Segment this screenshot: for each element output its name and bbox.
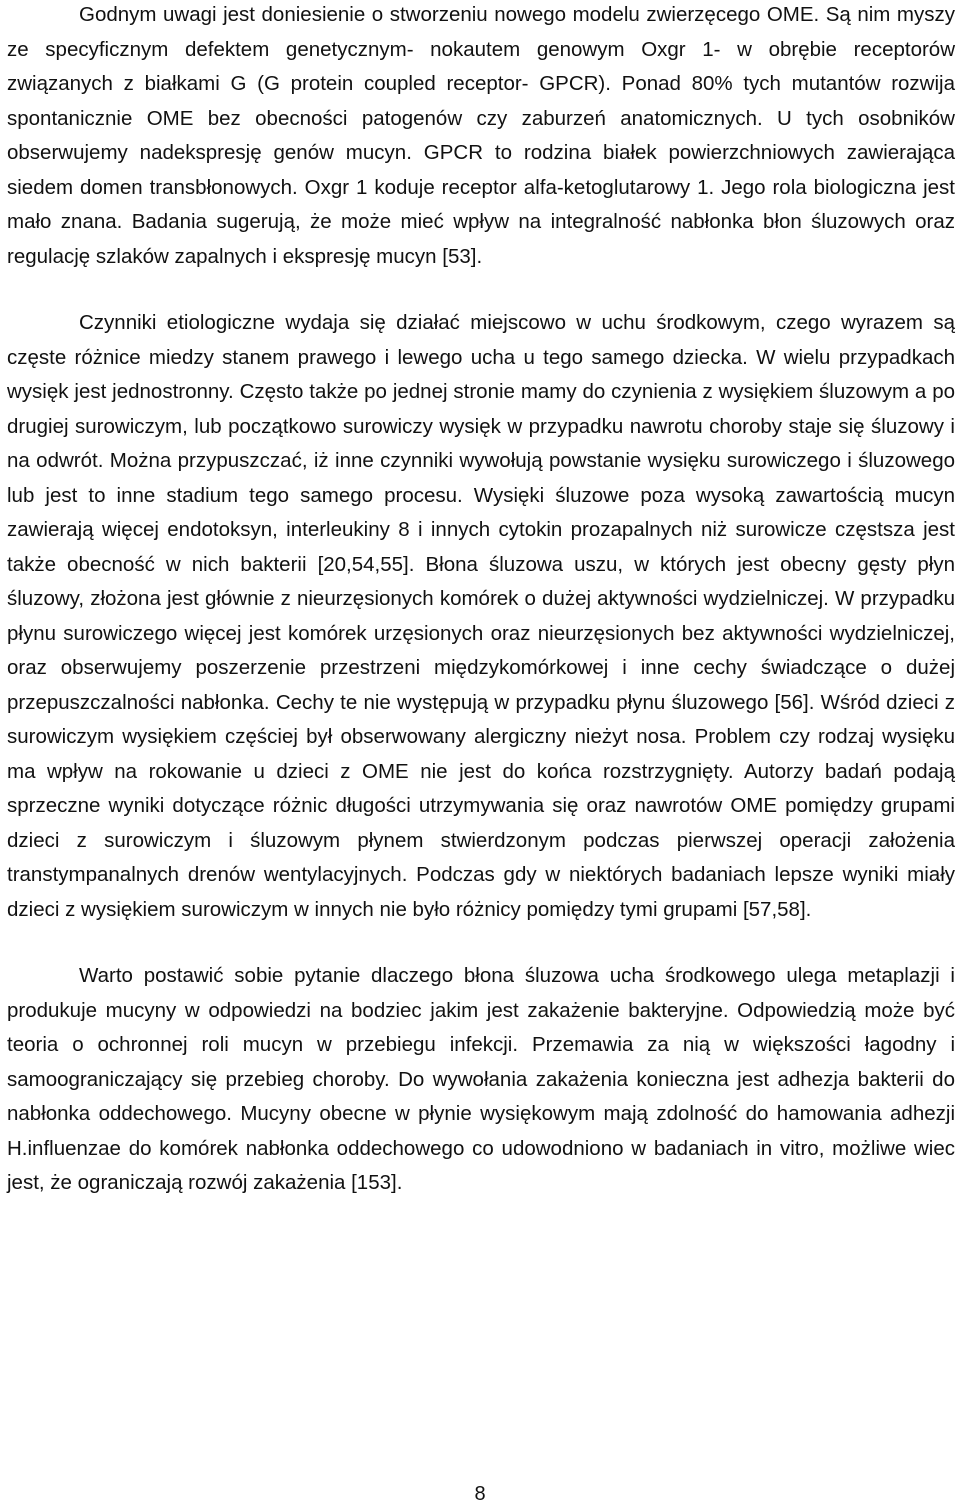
paragraph-oxgr1-model: Godnym uwagi jest doniesienie o stworzeniu nowego modelu zwierzęcego OME. Są nim myszy ze specyficznym defektem genetycznym- nokautem genowym Oxgr 1- w obrębie receptorów związanych z białkami G (G protein coupled receptor- GPCR). Ponad 80% tych mutantów rozwija spontanicznie OME bez obecności patogenów czy zaburzeń anatomicznych. U tych osobników obserwujemy nadekspresję genów mucyn. GPCR to rodzina białek powierzchniowych zawierająca siedem domen transbłonowych. Oxgr 1 koduje receptor alfa-ketoglutarowy 1. Jego rola biologiczna jest mało znana. Badania sugerują, że może mieć wpływ na integralność nabłonka błon śluzowych oraz regulację szlaków zapalnych i ekspresję mucyn [53]. xyxy=(7,3,955,268)
document-page xyxy=(7,0,955,1201)
page-number: 8 xyxy=(474,1483,486,1505)
paragraph-etiology: Czynniki etiologiczne wydaja się działać miejscowo w uchu środkowym, czego wyrazem są częste różnice miedzy stanem prawego i lewego ucha u tego samego dziecka. W wielu przypadkach wysięk jest jednostronny. Często także po jednej stronie mamy do czynienia z wysiękiem śluzowym a po drugiej surowiczym, lub początkowo surowiczy wysięk w przypadku nawrotu choroby staje się śluzowy i na odwrót. Można przypuszczać, iż inne czynniki wywołują powstanie wysięku surowiczego i śluzowego lub jest to inne stadium tego samego procesu. Wysięki śluzowe poza wysoką zawartością mucyn zawierają więcej endotoksyn, interleukiny 8 i innych cytokin prozapalnych niż surowicze częstsza jest także obecność w nich bakterii [20,54,55]. Błona śluzowa uszu, w których jest obecny gęsty płyn śluzowy, złożona jest głównie z nieurzęsionych komórek o dużej aktywności wydzielniczej. W przypadku płynu surowiczego więcej jest komórek urzęsionych oraz nieurzęsionych bez aktywności wydzielniczej, oraz obserwujemy poszerzenie przestrzeni międzykomórkowej i inne cechy świadczące o dużej przepuszczalności nabłonka. Cechy te nie występują w przypadku płynu śluzowego [56]. Wśród dzieci z surowiczym wysiękiem częściej był obserwowany alergiczny nieżyt nosa. Problem czy rodzaj wysięku ma wpływ na rokowanie u dzieci z OME nie jest do końca rozstrzygnięty. Autorzy badań podają sprzeczne wyniki dotyczące różnic długości utrzymywania się oraz nawrotów OME pomiędzy grupami dzieci z surowiczym i śluzowym płynem stwierdzonym podczas pierwszej operacji założenia transtympanalnych drenów wentylacyjnych. Podczas gdy w niektórych badaniach lepsze wyniki miały dzieci z wysiękiem surowiczym w innych nie było różnicy pomiędzy tymi grupami [57,58]. xyxy=(7,311,955,921)
paragraph-mucin-role: Warto postawić sobie pytanie dlaczego błona śluzowa ucha środkowego ulega metaplazji i produkuje mucyny w odpowiedzi na bodziec jakim jest zakażenie bakteryjne. Odpowiedzią może być teoria o ochronnej roli mucyn w przebiegu infekcji. Przemawia za nią w większości łagodny i samoograniczający się przebieg choroby. Do wywołania zakażenia konieczna jest adhezja bakterii do nabłonka oddechowego. Mucyny obecne w płynie wysiękowym mają zdolność do hamowania adhezji H.influenzae do komórek nabłonka oddechowego co udowodniono w badaniach in vitro, możliwe wiec jest, że ograniczają rozwój zakażenia [153]. xyxy=(7,964,955,1194)
